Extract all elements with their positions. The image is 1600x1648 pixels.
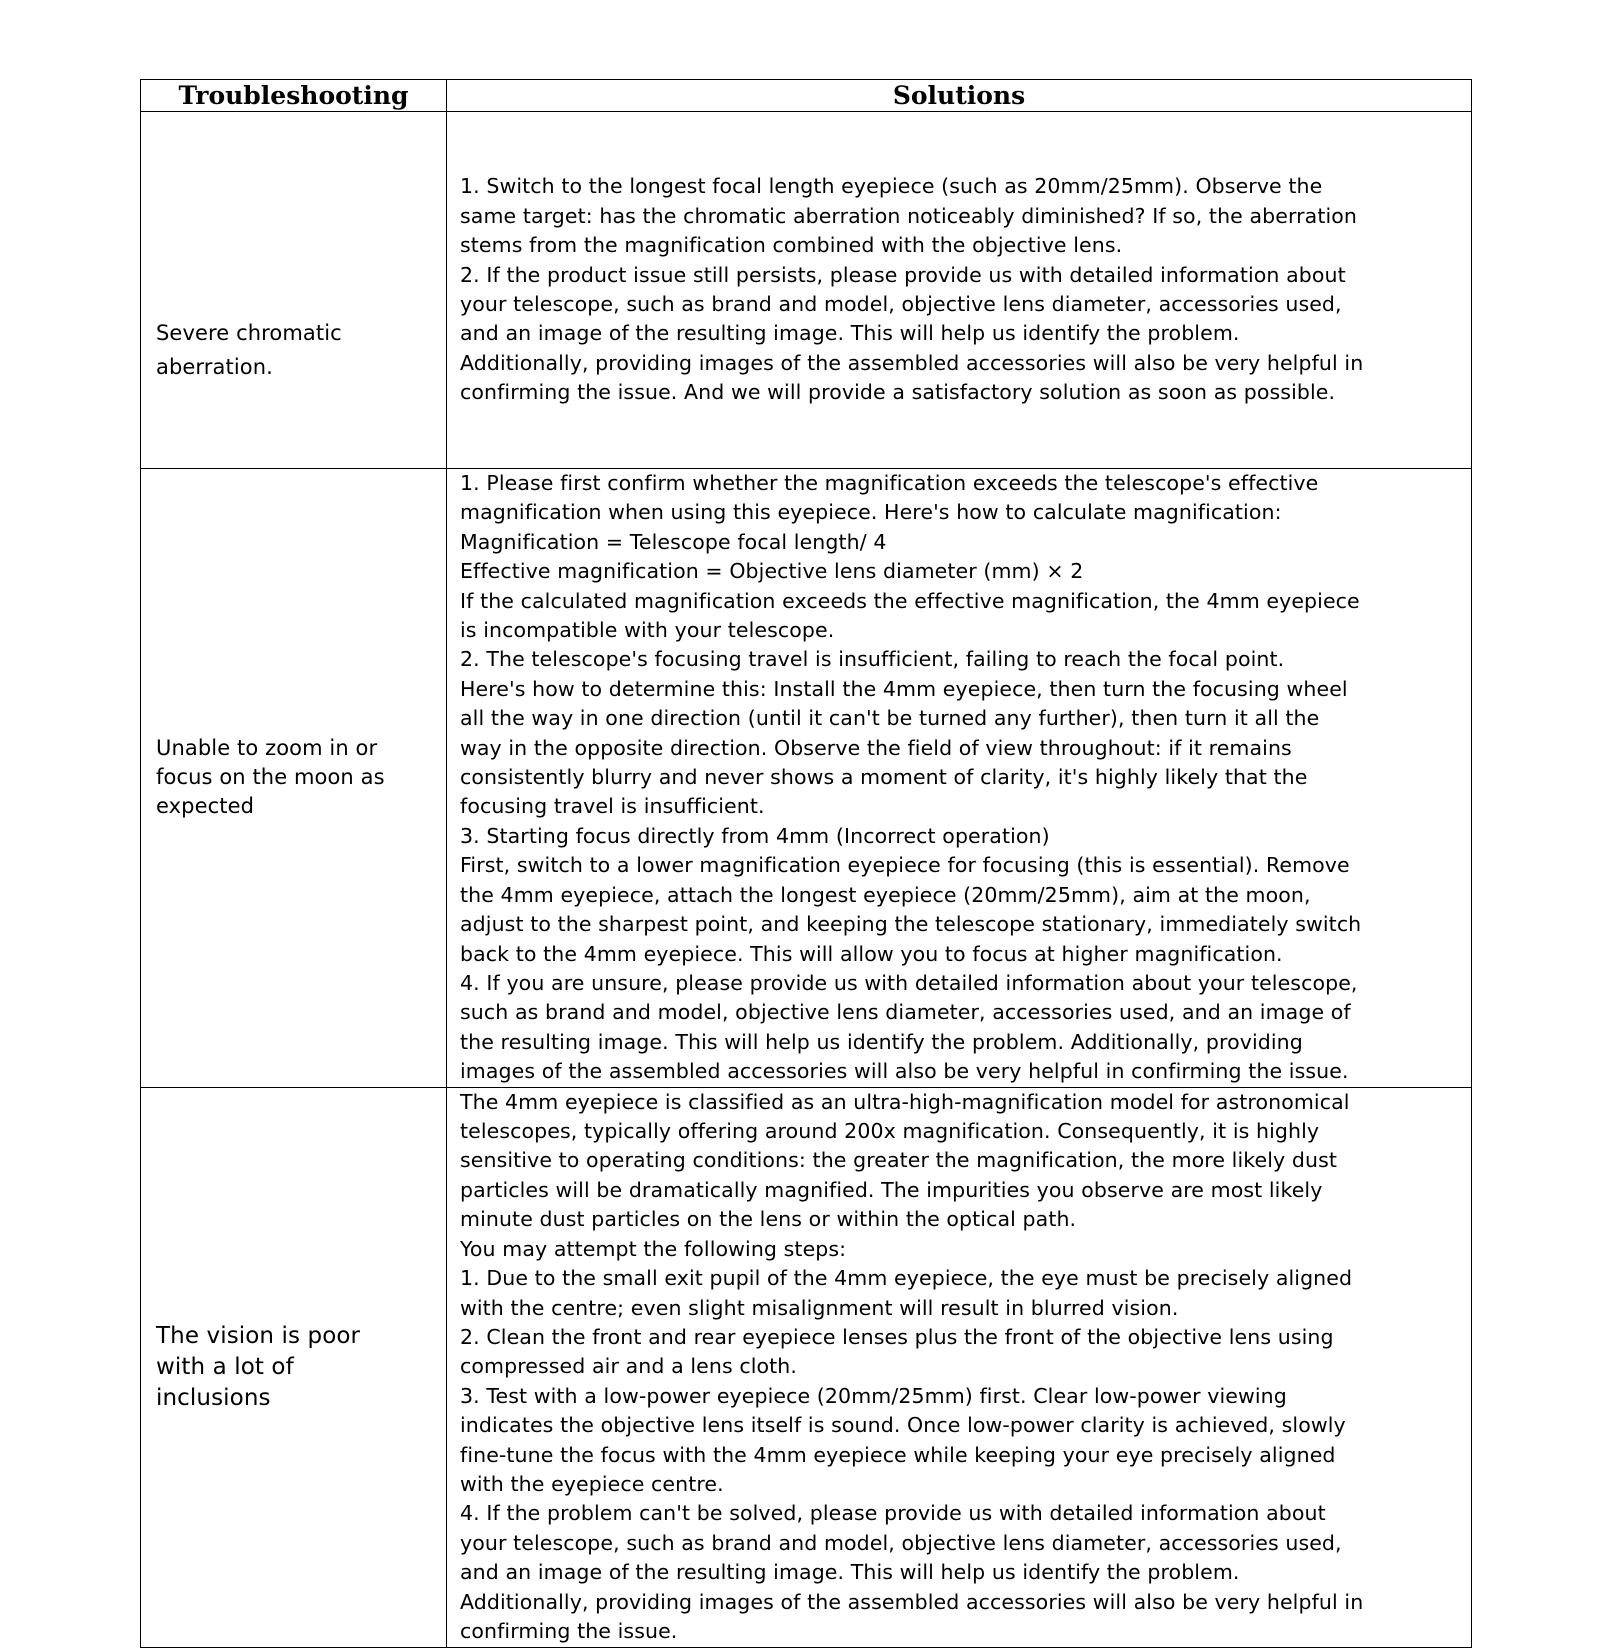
- solution-line: 4. If you are unsure, please provide us with detailed information about your telescope,: [460, 970, 1358, 995]
- solution-line: particles will be dramatically magnified. The impurities you observe are most likely: [460, 1177, 1323, 1202]
- solution-line: Additionally, providing images of the assembled accessories will also be very helpful in: [460, 1589, 1364, 1614]
- solution-line: Here's how to determine this: Install the 4mm eyepiece, then turn the focusing wheel: [460, 676, 1348, 701]
- solution-line: Magnification = Telescope focal length/ 4: [460, 529, 887, 554]
- solution-line: Additionally, providing images of the assembled accessories will also be very helpful in: [460, 350, 1364, 375]
- solution-line: with the eyepiece centre.: [460, 1471, 724, 1496]
- solution-cell: [447, 1087, 1472, 1647]
- solution-line: images of the assembled accessories will also be very helpful in confirming the issue.: [460, 1059, 1349, 1084]
- solution-line: back to the 4mm eyepiece. This will allow you to focus at higher magnification.: [460, 941, 1283, 966]
- solution-line: stems from the magnification combined with the objective lens.: [460, 233, 1123, 258]
- issue-line: Severe chromatic: [156, 321, 342, 345]
- solution-line: 3. Test with a low-power eyepiece (20mm/25mm) first. Clear low-power viewing: [460, 1383, 1287, 1408]
- solution-line: your telescope, such as brand and model, objective lens diameter, accessories used,: [460, 292, 1342, 316]
- solution-line: confirming the issue. And we will provide a satisfactory solution as soon as possible.: [460, 380, 1336, 405]
- solution-line: First, switch to a lower magnification eyepiece for focusing (this is essential). Remove: [460, 853, 1350, 878]
- header-solutions: Solutions: [447, 80, 1472, 112]
- solution-line: 1. Please first confirm whether the magnification exceeds the telescope's effective: [460, 471, 1319, 495]
- issue-line: aberration.: [156, 355, 273, 379]
- issue-cell: [141, 1087, 447, 1647]
- solution-line: 2. Clean the front and rear eyepiece lenses plus the front of the objective lens using: [460, 1324, 1334, 1349]
- solution-line: adjust to the sharpest point, and keeping the telescope stationary, immediately switch: [460, 912, 1362, 937]
- solution-line: If the calculated magnification exceeds the effective magnification, the 4mm eyepiece: [460, 588, 1360, 613]
- solution-line: and an image of the resulting image. This will help us identify the problem.: [460, 1560, 1240, 1585]
- issue-cell: [141, 469, 447, 1088]
- solution-line: the 4mm eyepiece, attach the longest eyepiece (20mm/25mm), aim at the moon,: [460, 882, 1311, 907]
- solution-line: consistently blurry and never shows a moment of clarity, it's highly likely that the: [460, 765, 1308, 790]
- solution-line: You may attempt the following steps:: [460, 1236, 847, 1261]
- solution-line: Effective magnification = Objective lens diameter (mm) × 2: [460, 559, 1084, 584]
- solution-line: The 4mm eyepiece is classified as an ultra-high-magnification model for astronomical: [460, 1089, 1350, 1114]
- solution-line: same target: has the chromatic aberration noticeably diminished? If so, the aberration: [460, 203, 1358, 228]
- table-row: [141, 1087, 1472, 1647]
- solution-line: 1. Switch to the longest focal length eyepiece (such as 20mm/25mm). Observe the: [460, 174, 1323, 199]
- solution-line: confirming the issue.: [460, 1618, 678, 1643]
- troubleshooting-table: [140, 79, 1472, 1648]
- solution-line: 3. Starting focus directly from 4mm (Incorrect operation): [460, 823, 1050, 848]
- issue-line: Unable to zoom in or: [156, 735, 378, 760]
- solution-cell: [447, 112, 1472, 469]
- solution-line: way in the opposite direction. Observe the field of view throughout: if it remains: [460, 735, 1292, 760]
- header-troubleshooting: Troubleshooting: [141, 80, 447, 112]
- solution-cell: [447, 469, 1472, 1088]
- solution-line: with the centre; even slight misalignment will result in blurred vision.: [460, 1295, 1179, 1320]
- issue-line: The vision is poor: [156, 1322, 361, 1349]
- solution-line: is incompatible with your telescope.: [460, 618, 835, 643]
- issue-line: expected: [156, 794, 255, 819]
- solution-line: 4. If the problem can't be solved, please provide us with detailed information about: [460, 1501, 1326, 1526]
- solution-line: your telescope, such as brand and model, objective lens diameter, accessories used,: [460, 1530, 1342, 1555]
- solution-line: all the way in one direction (until it can't be turned any further), then turn it all the: [460, 706, 1320, 731]
- solution-line: focusing travel is insufficient.: [460, 794, 765, 819]
- solution-line: indicates the objective lens itself is sound. Once low-power clarity is achieved, slowly: [460, 1413, 1346, 1438]
- solution-line: sensitive to operating conditions: the greater the magnification, the more likely dust: [460, 1148, 1337, 1173]
- issue-line: with a lot of: [156, 1353, 294, 1380]
- issue-cell: [141, 112, 447, 469]
- solution-line: 2. The telescope's focusing travel is insufficient, failing to reach the focal point.: [460, 647, 1285, 672]
- table-row: [141, 469, 1472, 1088]
- solution-line: 2. If the product issue still persists, please provide us with detailed information about: [460, 262, 1346, 287]
- solution-line: 1. Due to the small exit pupil of the 4mm eyepiece, the eye must be precisely aligned: [460, 1266, 1353, 1291]
- solution-line: telescopes, typically offering around 200x magnification. Consequently, it is highly: [460, 1119, 1320, 1144]
- solution-line: the resulting image. This will help us identify the problem. Additionally, providing: [460, 1029, 1303, 1054]
- solution-line: such as brand and model, objective lens diameter, accessories used, and an image of: [460, 1000, 1351, 1025]
- solution-line: magnification when using this eyepiece. Here's how to calculate magnification:: [460, 500, 1282, 525]
- solution-line: fine-tune the focus with the 4mm eyepiece while keeping your eye precisely aligned: [460, 1442, 1336, 1467]
- solution-line: and an image of the resulting image. This will help us identify the problem.: [460, 321, 1240, 346]
- issue-line: focus on the moon as: [156, 765, 385, 790]
- issue-line: inclusions: [156, 1384, 271, 1411]
- solution-line: minute dust particles on the lens or within the optical path.: [460, 1207, 1077, 1232]
- solution-line: compressed air and a lens cloth.: [460, 1354, 798, 1379]
- table-row: [141, 112, 1472, 469]
- table-header-row: [141, 80, 1472, 112]
